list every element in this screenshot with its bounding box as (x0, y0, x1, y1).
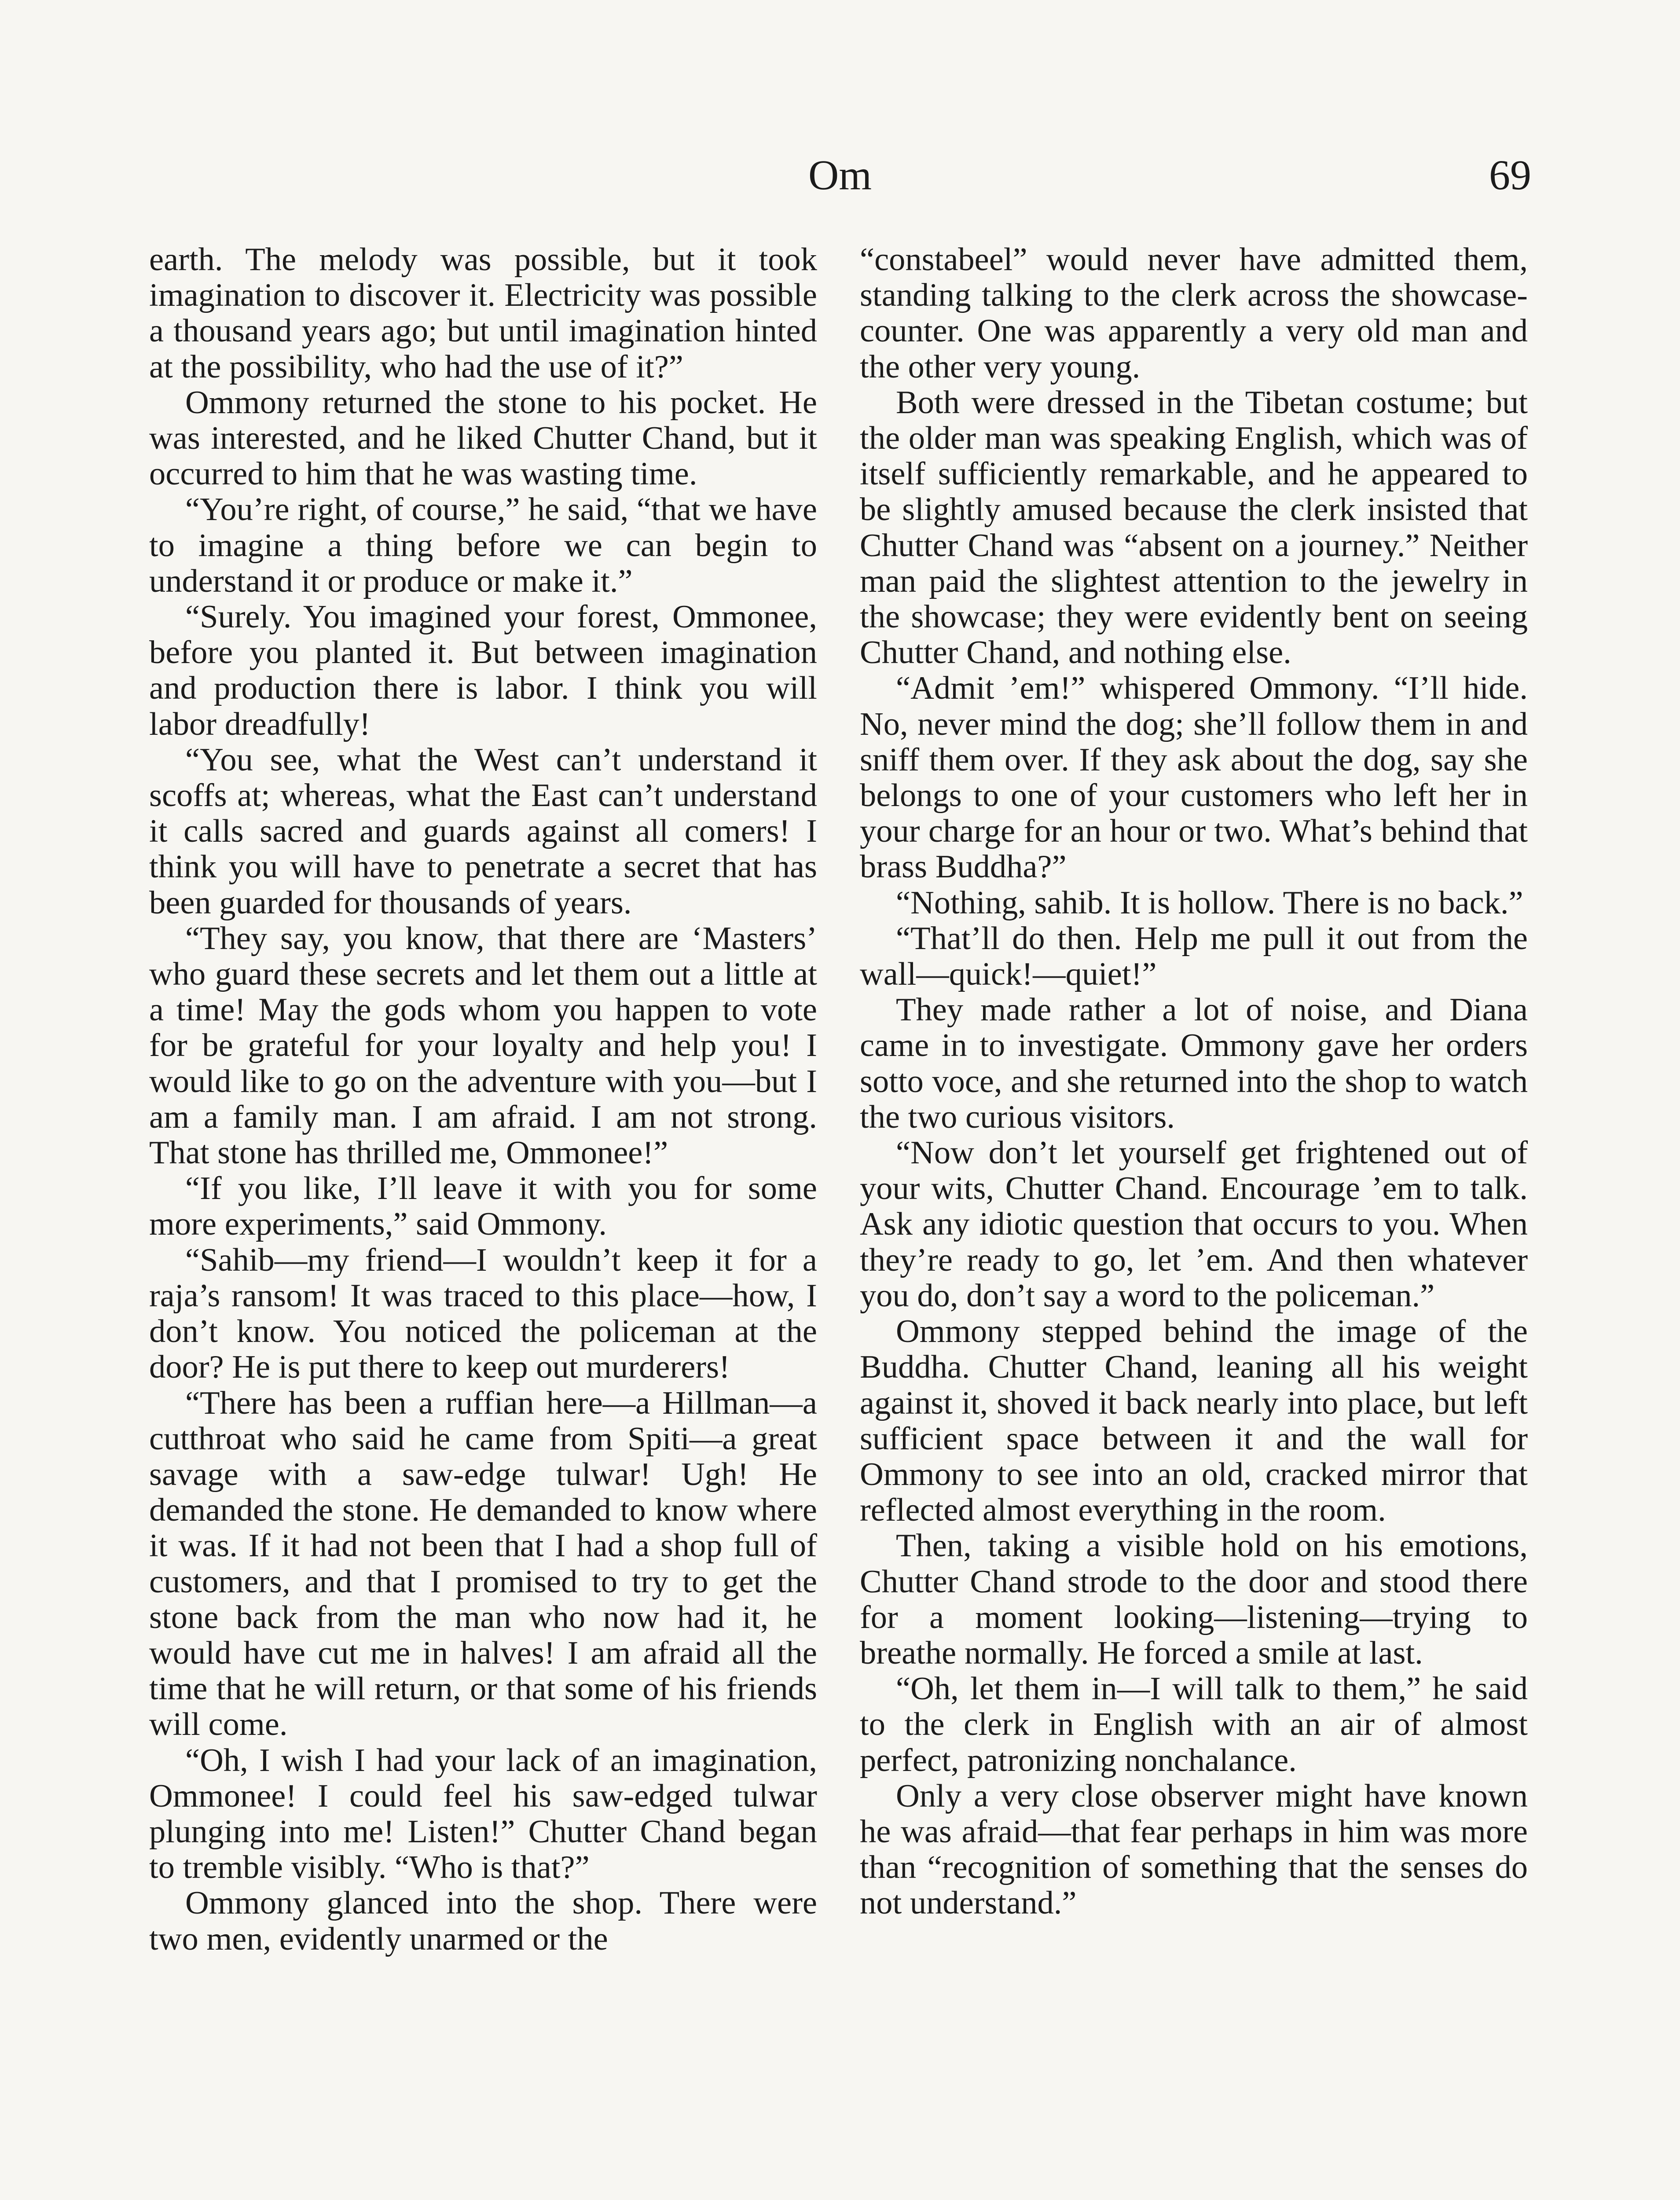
paragraph: “Oh, I wish I had your lack of an imagination, Ommonee! I could feel his saw-edged tulwar plunging into me! Listen!” Chutter Chand began to tremble visibly. “Who is that?” (149, 1742, 817, 1886)
paragraph: “You see, what the West can’t understand it scoffs at; whereas, what the East can’t understand it calls sacred and guards against all comers! I think you will have to penetrate a secret that has been guarded for thousands of years. (149, 741, 817, 921)
page-number: 69 (1489, 151, 1531, 198)
paragraph: Both were dressed in the Tibetan costume; but the older man was speaking English, which was of itself sufficiently remarkable, and he appeared to be slightly amused because the clerk insisted that Chutter Chand was “absent on a journey.” Neither man paid the slightest attention to the jewelry in the showcase; they were evidently bent on seeing Chutter Chand, and nothing else. (860, 384, 1528, 671)
paragraph: “Sahib—my friend—I wouldn’t keep it for a raja’s ransom! It was traced to this place—how, I don’t know. You noticed the policeman at the door? He is put there to keep out murderers! (149, 1242, 817, 1386)
paragraph: Ommony stepped behind the image of the Buddha. Chutter Chand, leaning all his weight against it, shoved it back nearly into place, but left sufficient space between it and the wall for Ommony to see into an old, cracked mirror that reflected almost everything in the room. (860, 1313, 1528, 1529)
paragraph: They made rather a lot of noise, and Diana came in to investigate. Ommony gave her orders sotto voce, and she returned into the shop to watch the two curious visitors. (860, 992, 1528, 1135)
paragraph: “That’ll do then. Help me pull it out from the wall—quick!—quiet!” (860, 920, 1528, 993)
paragraph: earth. The melody was possible, but it took imagination to discover it. Electricity was possible a thousand years ago; but until imagination hinted at the possibility, who had the use of it?” (149, 242, 817, 385)
paragraph: “They say, you know, that there are ‘Masters’ who guard these secrets and let them out a little at a time! May the gods whom you happen to vote for be grateful for your loyalty and help you! I would like to go on the adventure with you—but I am a family man. I am afraid. I am not strong. That stone has thrilled me, Ommonee!” (149, 920, 817, 1171)
paragraph: Ommony glanced into the shop. There were two men, evidently unarmed or the (149, 1885, 817, 1957)
paragraph: Only a very close observer might have known he was afraid—that fear perhaps in him was more than “recognition of something that the senses do not understand.” (860, 1778, 1528, 1921)
paragraph: “There has been a ruffian here—a Hillman—a cutthroat who said he came from Spiti—a great savage with a saw-edge tulwar! Ugh! He demanded the stone. He demanded to know where it was. If it had not been that I had a shop full of customers, and that I promised to try to get the stone back from the man who now had it, he would have cut me in halves! I am afraid all the time that he will return, or that some of his friends will come. (149, 1385, 817, 1743)
paragraph: “Surely. You imagined your forest, Ommonee, before you planted it. But between imagination and production there is labor. I think you will labor dreadfully! (149, 599, 817, 742)
paragraph: “Nothing, sahib. It is hollow. There is no back.” (896, 884, 1523, 921)
paragraph: Ommony returned the stone to his pocket. He was interested, and he liked Chutter Chand, but it occurred to him that he was wasting time. (149, 384, 817, 492)
paragraph: “constabeel” would never have admitted them, standing talking to the clerk across the showcase-counter. One was apparently a very old man and the other very young. (860, 242, 1528, 385)
paragraph: “Now don’t let yourself get frightened out of your wits, Chutter Chand. Encourage ’em to talk. Ask any idiotic question that occurs to you. When they’re ready to go, let ’em. And then whatever you do, don’t say a word to the policeman.” (860, 1135, 1528, 1314)
paragraph: “Oh, let them in—I will talk to them,” he said to the clerk in English with an air of almost perfect, patronizing nonchalance. (860, 1671, 1528, 1778)
running-head-title: Om (808, 151, 872, 198)
paragraph: “You’re right, of course,” he said, “that we have to imagine a thing before we can begin to understand it or produce or make it.” (149, 491, 817, 599)
paragraph: “Admit ’em!” whispered Ommony. “I’ll hide. No, never mind the dog; she’ll follow them in and sniff them over. If they ask about the dog, say she belongs to one of your customers who left her in your charge for an hour or two. What’s behind that brass Buddha?” (860, 670, 1528, 885)
left-column (149, 242, 817, 1957)
right-column (860, 242, 1528, 1921)
paragraph: “If you like, I’ll leave it with you for some more experiments,” said Ommony. (149, 1170, 817, 1243)
paragraph: Then, taking a visible hold on his emotions, Chutter Chand strode to the door and stood there for a moment looking—listening—trying to breathe normally. He forced a smile at last. (860, 1528, 1528, 1671)
